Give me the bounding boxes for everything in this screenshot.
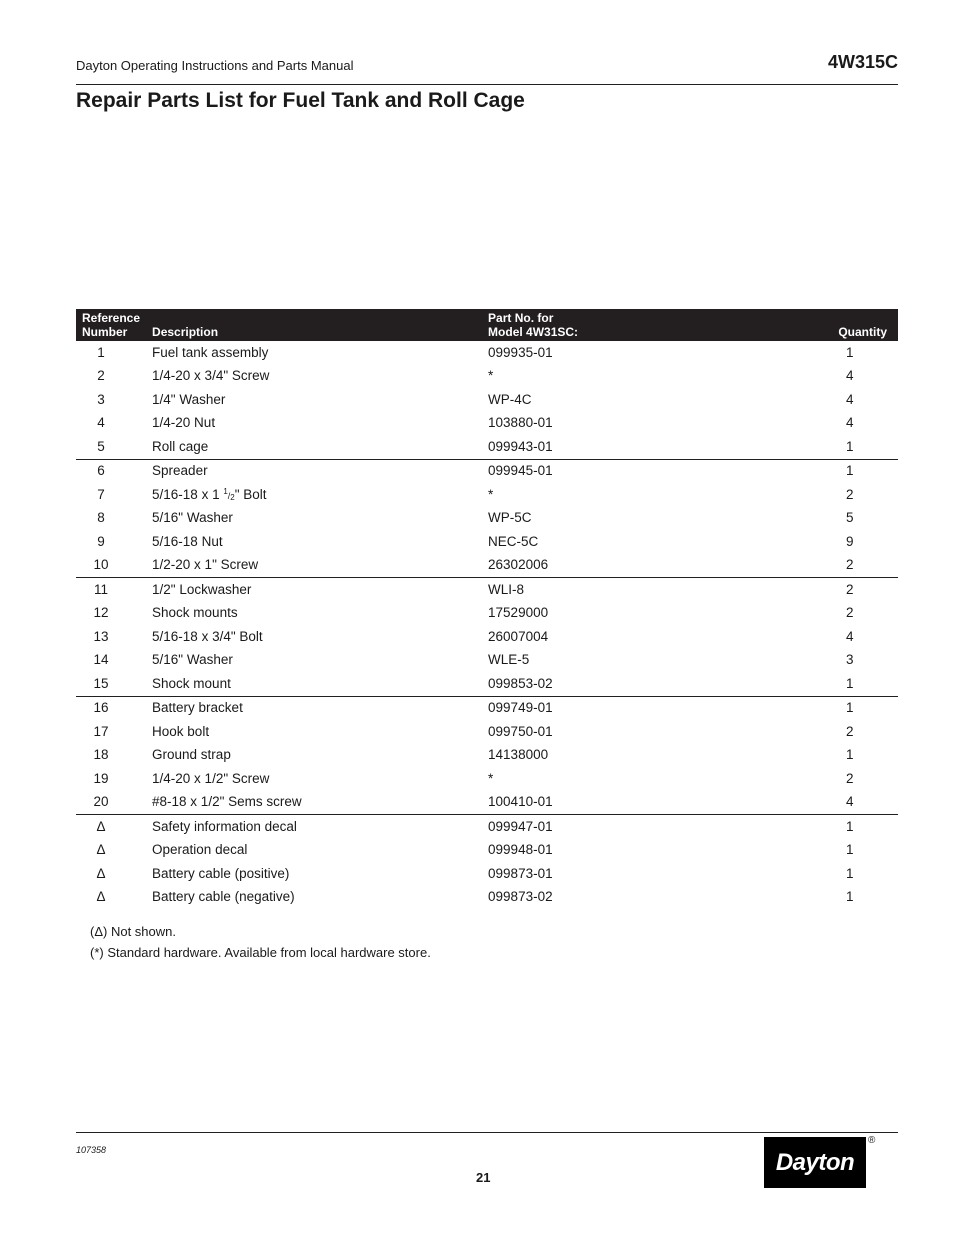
cell-part-number: WP-5C [488,510,532,526]
table-row [76,720,898,744]
cell-part-number: 099750-01 [488,723,553,739]
dayton-logo: Dayton [764,1137,866,1188]
table-row [76,435,898,459]
cell-reference: Δ [96,842,106,858]
col-quantity: Quantity [838,325,887,339]
table-row [76,767,898,791]
cell-quantity: 2 [846,605,854,621]
table-row [76,886,898,910]
cell-quantity: 2 [846,723,854,739]
description-text-pre: 5/16-18 x 1 [152,486,224,502]
footnotes [90,921,431,963]
col-description: Description [152,325,219,339]
cell-description: 1/4" Washer [152,391,226,407]
cell-description: 1/2-20 x 1" Screw [146,554,482,578]
page-title: Repair Parts List for Fuel Tank and Roll Cage [76,89,525,112]
cell-part-number: WLI-8 [488,581,525,597]
col-part-line2: Model 4W31SC: [488,325,579,339]
cell-quantity: 1 [846,344,854,360]
parts-table [76,309,898,909]
cell-reference: Δ [96,889,106,905]
cell-description [146,483,482,507]
cell-reference: 16 [93,700,109,716]
cell-part-number: 17529000 [488,605,549,621]
cell-description: 1/4-20 Nut [152,415,216,431]
cell-part-number: 26007004 [488,628,549,644]
cell-quantity: 5 [846,510,854,526]
table-row [76,459,898,483]
cell-quantity: 1 [846,463,854,479]
cell-description: Battery cable (positive) [152,865,290,881]
cell-part-number: WLE-5 [488,652,530,668]
cell-quantity: 1 [846,889,854,905]
cell-reference: 6 [97,463,105,479]
cell-reference: 20 [76,791,146,815]
table-row [76,791,898,815]
page-number: 21 [476,1170,491,1185]
footnote-not-shown: (Δ) Not shown. [90,924,176,939]
cell-reference: 5 [76,435,146,459]
table-row [76,815,898,839]
cell-reference: 2 [97,368,105,384]
fraction-denominator: 2 [230,492,235,502]
cell-quantity: 4 [846,391,854,407]
cell-description: 5/16" Washer [152,510,233,526]
table-row [76,365,898,389]
cell-part-number: * [488,368,494,384]
cell-description: Roll cage [146,435,482,459]
cell-quantity: 1 [846,818,854,834]
table-row [76,696,898,720]
table-row [76,554,898,578]
cell-quantity: 4 [846,415,854,431]
cell-description: Spreader [152,463,208,479]
cell-reference: 4 [97,415,105,431]
cell-quantity: 1 [846,700,854,716]
table-row [76,507,898,531]
cell-reference: 14 [93,652,109,668]
cell-part-number: 099935-01 [488,344,553,360]
cell-reference: 3 [97,391,105,407]
cell-description: Ground strap [152,747,231,763]
cell-part-number: NEC-5C [488,533,539,549]
col-reference-number [76,309,146,341]
document-number: 107358 [76,1145,107,1155]
cell-description: 5/16-18 Nut [152,533,223,549]
cell-description: 5/16-18 x 3/4" Bolt [152,628,263,644]
page-header [76,50,898,85]
footnote-standard-hardware: (*) Standard hardware. Available from local hardware store. [90,945,431,960]
cell-quantity: 4 [846,628,854,644]
cell-quantity: 9 [846,533,854,549]
cell-quantity: 1 [811,435,898,459]
cell-quantity: 2 [811,554,898,578]
parts-table-header [76,309,898,341]
cell-description: 1/4-20 x 3/4" Screw [152,368,270,384]
cell-reference: Δ [96,865,106,881]
cell-quantity: 2 [846,770,854,786]
cell-description: #8-18 x 1/2" Sems screw [146,791,482,815]
table-row [76,672,898,696]
footer-divider [76,1132,898,1133]
cell-quantity: 1 [846,865,854,881]
cell-quantity: 4 [846,368,854,384]
cell-reference: 9 [97,533,105,549]
cell-reference: 18 [93,747,109,763]
cell-reference: 19 [93,770,109,786]
table-row [76,839,898,863]
cell-description: 1/2" Lockwasher [152,581,252,597]
model-number: 4W315C [827,52,898,72]
cell-reference: 17 [93,723,109,739]
cell-part-number: * [488,486,494,502]
cell-quantity: 3 [846,652,854,668]
table-row [76,744,898,768]
cell-part-number: 26302006 [482,554,811,578]
cell-description: Safety information decal [152,818,297,834]
cell-description: Battery bracket [152,700,243,716]
cell-part-number: 100410-01 [482,791,811,815]
cell-reference: 10 [76,554,146,578]
cell-reference: 7 [97,486,105,502]
table-row [76,649,898,673]
cell-reference: 13 [93,628,109,644]
cell-quantity: 4 [811,791,898,815]
header-row [76,309,898,341]
cell-reference: 12 [93,605,109,621]
cell-description: Battery cable (negative) [152,889,295,905]
cell-reference: 8 [97,510,105,526]
table-row [76,388,898,412]
cell-reference: 11 [94,581,109,597]
cell-description: Operation decal [152,842,248,858]
fraction-numerator: 1 [223,486,228,496]
cell-part-number: 099853-02 [482,672,811,696]
table-row [76,578,898,602]
parts-table-body [76,341,898,909]
cell-part-number: 099943-01 [482,435,811,459]
col-part-line1: Part No. for [488,311,554,325]
col-ref-line2: Number [82,325,128,339]
cell-description: 5/16" Washer [152,652,233,668]
cell-description: Shock mount [146,672,482,696]
cell-part-number: 099873-01 [488,865,553,881]
table-row [76,412,898,436]
table-row [76,602,898,626]
table-row [76,625,898,649]
cell-part-number: 099873-02 [488,889,553,905]
cell-description: Shock mounts [152,605,238,621]
cell-quantity: 1 [811,672,898,696]
cell-quantity: 2 [846,581,854,597]
table-row [76,862,898,886]
cell-part-number: 103880-01 [488,415,553,431]
cell-part-number: 099948-01 [488,842,553,858]
registered-mark: ® [868,1135,876,1146]
cell-description: 1/4-20 x 1/2" Screw [152,770,270,786]
cell-reference: Δ [96,818,106,834]
manual-title: Dayton Operating Instructions and Parts Manual [76,58,354,73]
col-part-number [482,309,811,341]
cell-part-number: 099945-01 [488,463,553,479]
cell-part-number: WP-4C [488,391,532,407]
cell-quantity: 1 [846,747,854,763]
description-text-post: " Bolt [234,486,267,502]
table-row [76,341,898,365]
table-row [76,483,898,507]
cell-description: Hook bolt [152,723,210,739]
cell-part-number: 099947-01 [488,818,553,834]
cell-reference: 1 [97,344,105,360]
col-ref-line1: Reference [82,311,141,325]
table-row [76,530,898,554]
cell-quantity: 1 [846,842,854,858]
cell-quantity: 2 [846,486,854,502]
cell-part-number: 099749-01 [488,700,553,716]
cell-reference: 15 [76,672,146,696]
cell-part-number: 14138000 [488,747,549,763]
cell-description: Fuel tank assembly [152,344,269,360]
cell-part-number: * [488,770,494,786]
fraction-slash: / [227,490,231,501]
